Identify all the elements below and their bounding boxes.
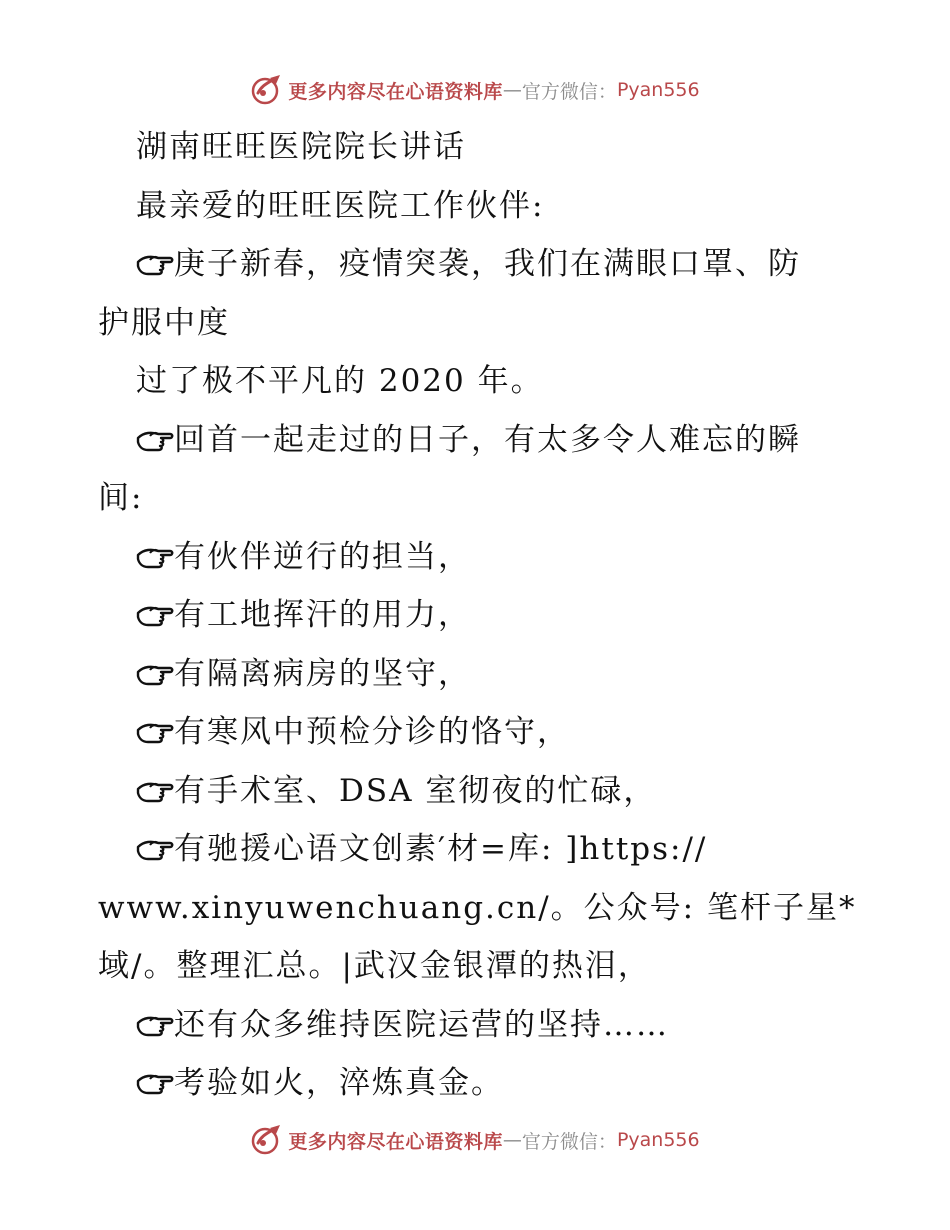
doc-paragraph: 庚子新春，疫情突袭，我们在满眼口罩、防 [98, 235, 838, 294]
hand-pointer-icon [136, 658, 174, 688]
watermark-header [0, 70, 950, 110]
watermark-dash: — [502, 1129, 522, 1151]
hand-pointer-icon [136, 1009, 174, 1039]
hand-pointer-icon [136, 833, 174, 863]
watermark-wechat-id: Pyan556 [616, 79, 700, 101]
doc-greeting: 最亲爱的旺旺医院工作伙伴: [136, 187, 545, 224]
doc-list-item: 有工地挥汗的用力， [98, 586, 838, 645]
doc-paragraph: 回首一起走过的日子，有太多令人难忘的瞬 [98, 411, 838, 470]
doc-list-item: 有伙伴逆行的担当， [98, 528, 838, 587]
watermark-title: 更多内容尽在心语资料库 [288, 80, 503, 103]
hand-pointer-icon [136, 541, 174, 571]
doc-list-item: 有手术室、DSA 室彻夜的忙碌， [98, 762, 838, 821]
doc-paragraph-cont: 间: [98, 480, 144, 516]
watermark-dash: — [502, 79, 522, 101]
document-body [98, 118, 857, 1113]
doc-paragraph: 过了极不平凡的 2020 年。 [136, 363, 544, 399]
logo-icon [250, 1123, 284, 1157]
doc-list-item: 考验如火，淬炼真金。 [98, 1054, 838, 1113]
doc-list-item: 有驰援心语文创素′材=库: ]https:// [98, 820, 838, 879]
watermark-wechat-label: 官方微信： [521, 1130, 617, 1153]
logo-icon [250, 73, 284, 107]
watermark-wechat-label: 官方微信： [521, 80, 617, 103]
doc-list-item: 有寒风中预检分诊的恪守， [98, 703, 838, 762]
doc-list-item-cont: 域/。整理汇总。|武汉金银潭的热泪， [98, 948, 651, 984]
hand-pointer-icon [136, 424, 174, 454]
doc-list-item-cont: www.xinyuwenchuang.cn/。公众号: 笔杆子星* [98, 889, 857, 926]
hand-pointer-icon [136, 599, 174, 629]
doc-list-item: 还有众多维持医院运营的坚持…… [98, 996, 838, 1055]
watermark-footer [0, 1120, 950, 1160]
hand-pointer-icon [136, 775, 174, 805]
doc-title: 湖南旺旺医院院长讲话 [136, 129, 466, 165]
hand-pointer-icon [136, 1067, 174, 1097]
hand-pointer-icon [136, 716, 174, 746]
watermark-title: 更多内容尽在心语资料库 [288, 1130, 503, 1153]
doc-paragraph-cont: 护服中度 [98, 304, 230, 341]
hand-pointer-icon [136, 248, 174, 278]
watermark-wechat-id: Pyan556 [616, 1129, 700, 1151]
doc-list-item: 有隔离病房的坚守， [98, 645, 838, 704]
